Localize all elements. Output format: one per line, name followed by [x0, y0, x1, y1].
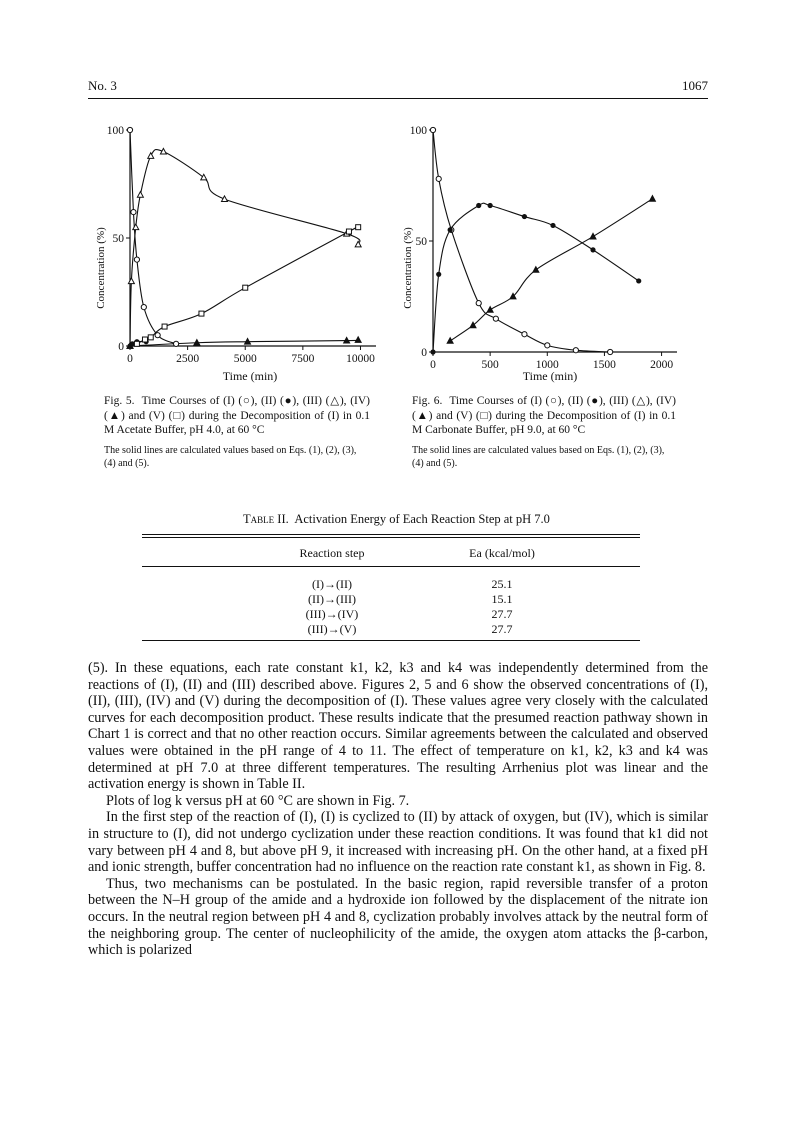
data-point-IV — [590, 233, 596, 239]
data-point-IV — [533, 267, 539, 273]
header-rule — [88, 98, 708, 99]
table-row — [142, 592, 640, 606]
body-paragraph: In the first step of the reaction of (I), (I) is cyclized to (II) by attack of oxygen, but (IV), which is similar in structure to (I), did not undergo cyclization under these reaction conditions. It was found that k1 did not vary between pH 4 and 8, but above pH 9, it increased with increasing pH. On the other hand, at a fixed pH and ionic strength, buffer concentration had no influence on the reaction rate constant k1, as shown in Fig. 8. — [88, 809, 708, 876]
table-bottom-rule — [142, 640, 640, 641]
data-point-I — [155, 333, 160, 338]
x-tick-label: 2500 — [176, 353, 200, 365]
table-label: Table II. — [243, 512, 289, 526]
y-tick-label: 0 — [118, 341, 124, 353]
x-tick-label: 500 — [481, 359, 499, 371]
table-col-reaction-step: Reaction step — [299, 546, 365, 560]
table-row — [142, 622, 640, 636]
data-point-III — [201, 174, 207, 180]
series-line-IV — [130, 340, 359, 346]
data-point-V — [148, 335, 153, 340]
fig5-note: The solid lines are calculated values based on Eqs. (1), (2), (3), (4) and (5). — [104, 444, 357, 469]
data-point-V — [162, 324, 167, 329]
data-point-I — [134, 257, 139, 262]
data-point-II — [488, 203, 493, 208]
table-top-rule — [142, 534, 640, 535]
x-tick-label: 5000 — [233, 353, 257, 365]
fig6-xlabel: Time (min) — [522, 369, 578, 383]
body-paragraph: Thus, two mechanisms can be postulated. In the basic region, rapid reversible transfer of a proton between the N–H group of the amide and a hydroxide ion followed by the displacement of the nitrate ion occurs. In the neutral region between pH 4 and 8, cyclization probably involves attack by the neutral form of the neighboring group. The center of nucleophilicity of the amide, the oxygen atom attacks the β-carbon, which is polarized — [88, 875, 708, 959]
table-cell-ea: 25.1 — [491, 577, 513, 591]
table-top-rule-2 — [142, 537, 640, 538]
fig5-caption — [104, 394, 370, 470]
data-point-I — [430, 127, 435, 132]
figure-5-chart — [90, 118, 390, 390]
data-point-I — [173, 341, 178, 346]
table-header-rule — [142, 566, 640, 567]
data-point-II — [522, 214, 527, 219]
data-point-IV — [355, 337, 361, 343]
table-row — [142, 607, 640, 621]
data-point-II — [436, 272, 441, 277]
y-tick-label: 100 — [106, 125, 124, 137]
x-tick-label: 1500 — [592, 359, 616, 371]
table-cell-step: (I)→(II) — [312, 577, 352, 591]
table-cell-step: (II)→(III) — [308, 592, 356, 606]
body-paragraph: Plots of log k versus pH at 60 °C are shown in Fig. 7. — [106, 792, 410, 809]
data-point-I — [476, 301, 481, 306]
data-point-III — [128, 278, 134, 284]
fig6-caption-text: Time Courses of (I) (○), (II) (●), (III) (△), (IV) (▲) and (V) (□) during the Decomposition of (I) in 0.1 M Carbonate Buffer, pH 9.0, at 60 °C — [412, 395, 676, 436]
data-point-I — [493, 316, 498, 321]
y-tick-label: 50 — [112, 233, 124, 245]
data-point-I — [522, 332, 527, 337]
body-text — [88, 660, 708, 959]
data-point-III — [148, 153, 154, 159]
data-point-I — [608, 349, 613, 354]
x-tick-label: 0 — [430, 359, 436, 371]
page-number: 1067 — [682, 78, 708, 93]
fig6-caption — [412, 394, 676, 470]
series-line-III — [130, 149, 360, 346]
data-point-I — [436, 176, 441, 181]
fig5-curves — [130, 130, 360, 346]
fig6-markers — [430, 127, 655, 354]
x-tick-label: 7500 — [291, 353, 315, 365]
table-row — [142, 577, 640, 591]
data-point-II — [636, 278, 641, 283]
fig5-markers — [127, 127, 361, 348]
y-tick-label: 100 — [409, 125, 427, 137]
data-point-IV — [487, 307, 493, 313]
data-point-I — [141, 305, 146, 310]
table-cell-ea: 15.1 — [491, 592, 513, 606]
data-point-II — [590, 247, 595, 252]
data-point-V — [356, 225, 361, 230]
table-title — [0, 512, 793, 527]
fig6-note: The solid lines are calculated values based on Eqs. (1), (2), (3), (4) and (5). — [412, 444, 665, 469]
issue-number: No. 3 — [88, 78, 117, 93]
data-point-I — [573, 348, 578, 353]
data-point-II — [430, 349, 435, 354]
fig5-xlabel: Time (min) — [222, 369, 278, 383]
fig5-caption-label: Fig. 5. — [104, 395, 135, 407]
fig5-ylabel: Concentration (%) — [95, 227, 107, 309]
fig6-caption-label: Fig. 6. — [412, 395, 443, 407]
data-point-I — [127, 127, 132, 132]
data-point-II — [448, 227, 453, 232]
series-line-II — [433, 203, 639, 352]
table-cell-step: (III)→(IV) — [305, 607, 359, 621]
fig6-axes — [410, 125, 677, 371]
running-header — [88, 78, 708, 98]
data-point-V — [346, 229, 351, 234]
figure-6-chart — [397, 118, 697, 390]
table-col-ea: Ea (kcal/mol) — [469, 546, 535, 560]
fig5-axes — [107, 125, 376, 365]
data-point-III — [137, 192, 143, 198]
y-tick-label: 50 — [415, 236, 427, 248]
table-cell-ea: 27.7 — [491, 607, 513, 621]
data-point-V — [134, 341, 139, 346]
data-point-V — [199, 311, 204, 316]
fig6-ylabel: Concentration (%) — [402, 227, 414, 309]
series-line-V — [137, 226, 360, 344]
data-point-I — [545, 343, 550, 348]
table-cell-ea: 27.7 — [491, 622, 513, 636]
data-point-II — [476, 203, 481, 208]
data-point-II — [550, 223, 555, 228]
data-point-IV — [447, 338, 453, 344]
body-paragraph: (5). In these equations, each rate constant k1, k2, k3 and k4 was independently determined from the reactions of (I), (II) and (III) described above. Figures 2, 5 and 6 show the observed concentrations of (I), (II), (III), (IV) and (V) during the decomposition of (I). These values agree very closely with the calculated curves for each decomposition product. These results indicate that the presumed reaction pathway shown in Chart 1 is correct and that no other reaction occurs. Similar agreements between the calculated and observed values were obtained in the pH range of 4 to 11. The effect of temperature on k1, k2, k3 and k4 was determined at pH 7.0 at three different temperatures. The resulting Arrhenius plot was linear and the activation energy is shown in Table II. — [88, 660, 708, 793]
series-line-I — [130, 130, 176, 344]
x-tick-label: 10000 — [346, 353, 375, 365]
data-point-V — [142, 337, 147, 342]
x-tick-label: 0 — [127, 353, 133, 365]
data-point-I — [131, 209, 136, 214]
table-title-text: Activation Energy of Each Reaction Step at pH 7.0 — [294, 512, 550, 526]
table-cell-step: (III)→(V) — [307, 622, 357, 636]
fig5-caption-text: Time Courses of (I) (○), (II) (●), (III) (△), (IV) (▲) and (V) (□) during the Decomposition of (I) in 0.1 M Acetate Buffer, pH 4.0, at 60 °C — [104, 395, 371, 436]
x-tick-label: 1000 — [535, 359, 559, 371]
x-tick-label: 2000 — [650, 359, 674, 371]
data-point-IV — [649, 196, 655, 202]
data-point-III — [355, 241, 361, 247]
y-tick-label: 0 — [421, 347, 427, 359]
fig6-curves — [433, 130, 652, 352]
table-header-row — [142, 546, 640, 564]
data-point-V — [243, 285, 248, 290]
series-line-I — [433, 130, 610, 352]
